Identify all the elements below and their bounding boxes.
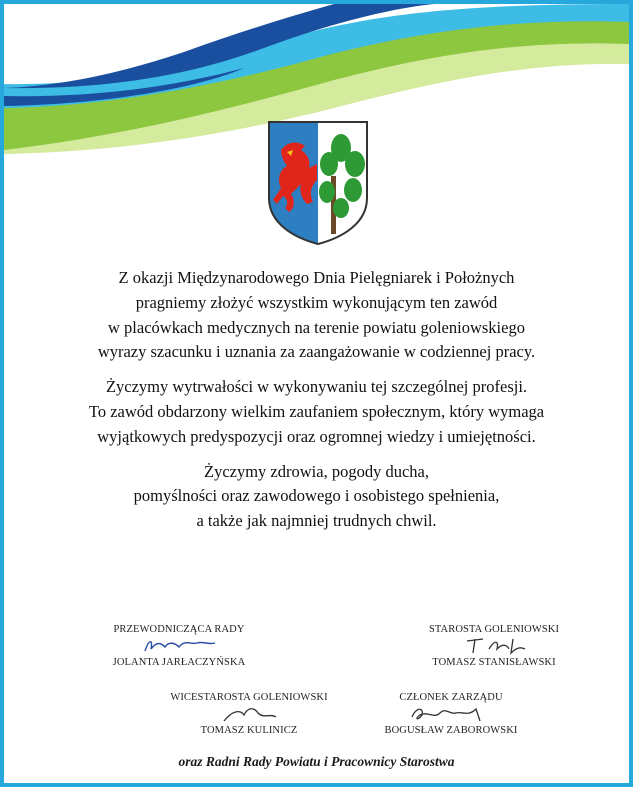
signature-block-starost (414, 624, 574, 668)
greeting-paragraph-3 (14, 460, 619, 534)
greeting-letter (14, 266, 619, 544)
letter-line: To zawód obdarzony wielkim zaufaniem społecznym, który wymaga (88, 401, 545, 421)
signature-name: BOGUSŁAW ZABOROWSKI (384, 725, 518, 736)
letter-line: wyjątkowych predyspozycji oraz ogromnej wiedzy i umiejętności. (97, 426, 536, 446)
letter-line: w placówkach medycznych na terenie powiatu goleniowskiego (108, 317, 525, 337)
letter-line: Z okazji Międzynarodowego Dnia Pielęgniarek i Położnych (118, 268, 515, 287)
handwritten-signature (414, 635, 574, 657)
letter-line: Życzymy wytrwałości w wykonywaniu tej szczególnej profesji. (105, 377, 528, 397)
coat-of-arms-icon (267, 120, 369, 246)
greeting-paragraph-1 (14, 266, 619, 365)
signature-role: WICESTAROSTA GOLENIOWSKI (170, 692, 328, 703)
letter-line: pragniemy złożyć wszystkim wykonującym ten zawód (135, 292, 498, 312)
handwritten-signature (104, 635, 254, 657)
letter-line: pomyślności oraz zawodowego i osobistego spełnienia, (133, 486, 500, 506)
letter-line: a także jak najmniej trudnych chwil. (196, 511, 437, 531)
letter-line: Życzymy zdrowia, pogody ducha, (204, 461, 429, 481)
signature-block-board-member (366, 692, 536, 736)
letter-line: wyrazy szacunku i uznania za zaangażowanie w codziennej pracy. (97, 342, 536, 362)
signature-name: TOMASZ KULINICZ (200, 725, 298, 736)
signature-name: JOLANTA JARŁACZYŃSKA (112, 657, 246, 668)
signature-role: PRZEWODNICZĄCA RADY (113, 624, 245, 635)
greeting-paragraph-2 (14, 375, 619, 449)
signature-role: CZŁONEK ZARZĄDU (399, 692, 503, 703)
handwritten-signature (366, 703, 536, 725)
signature-role: STAROSTA GOLENIOWSKI (428, 624, 560, 635)
footer-closing-line: oraz Radni Rady Powiatu i Pracownicy Starostwa (178, 754, 455, 769)
signature-block-vice-starost (159, 692, 339, 736)
signature-name: TOMASZ STANISŁAWSKI (432, 657, 556, 668)
signature-block-chair (104, 624, 254, 668)
handwritten-signature (159, 703, 339, 725)
